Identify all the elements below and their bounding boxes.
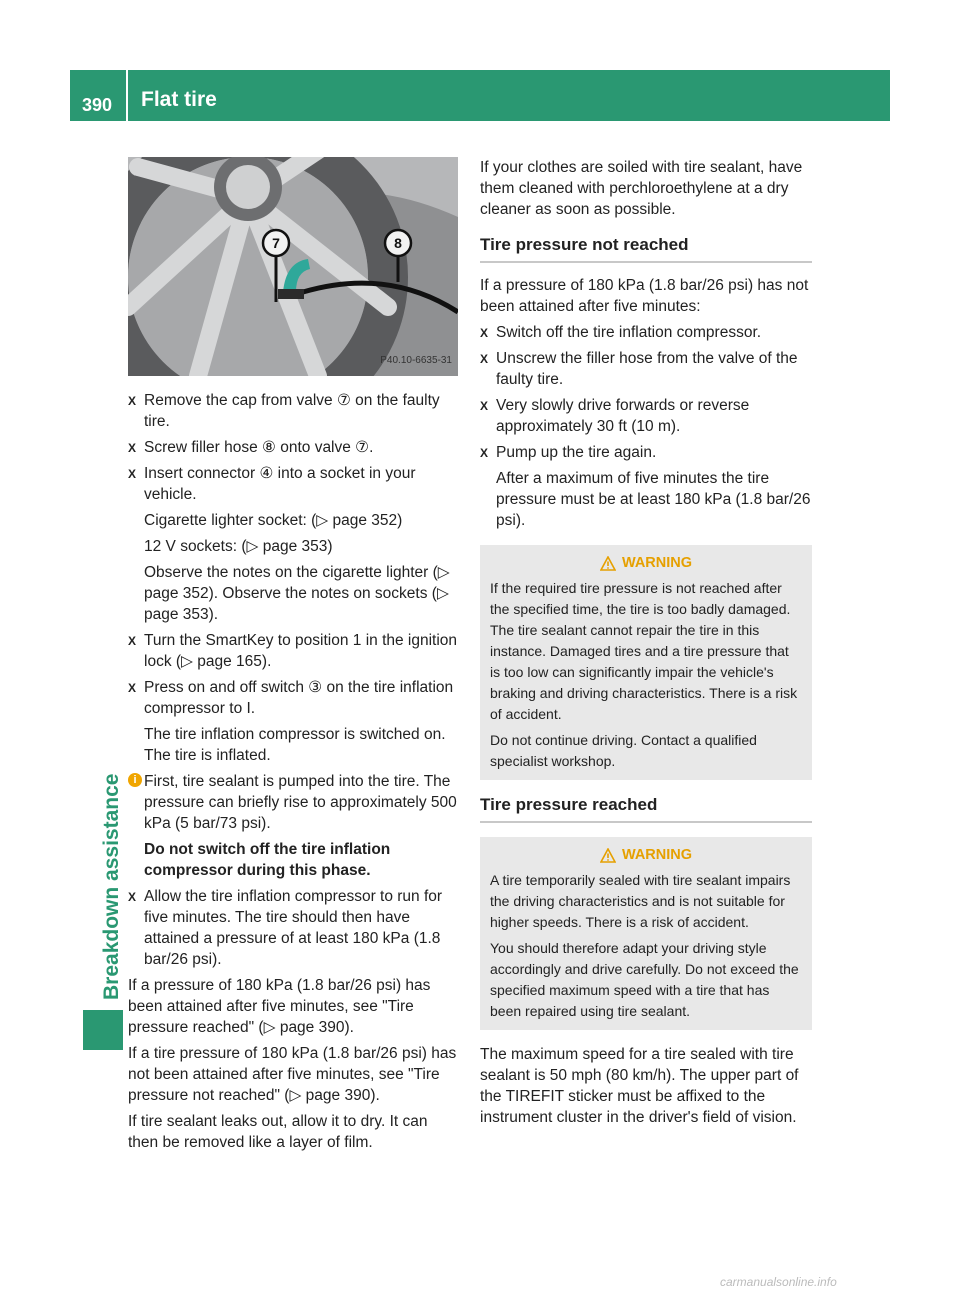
info-note [128, 771, 460, 834]
section-side-label: Breakdown assistance [100, 773, 123, 1000]
step-arrow-icon: X [128, 681, 137, 695]
warning-text: You should therefore adapt your driving style accordingly and drive carefully. Do not exceed the specified maximum speed with a tire that has been repaired using tire sealant. [490, 940, 799, 1019]
step-item [128, 886, 460, 970]
body-paragraph: If a pressure of 180 kPa (1.8 bar/26 psi) has not been attained after five minutes: [480, 277, 809, 315]
section-heading: Tire pressure not reached [480, 234, 812, 263]
right-column [480, 157, 812, 1133]
header-divider [126, 70, 128, 121]
step-item [480, 348, 812, 390]
step-detail: 12 V sockets: (▷ page 353) [144, 538, 333, 555]
warning-box [480, 837, 812, 1030]
warning-triangle-icon [600, 848, 616, 863]
callout-7-label: 7 [272, 235, 280, 251]
left-column [128, 157, 460, 1158]
step-item [128, 630, 460, 672]
step-item [128, 437, 460, 458]
body-paragraph: If tire sealant leaks out, allow it to dry. It can then be removed like a layer of film. [128, 1113, 428, 1151]
step-arrow-icon: X [128, 467, 137, 481]
wheel-drawing [128, 157, 458, 376]
step-detail: The tire inflation compressor is switched on. The tire is inflated. [144, 726, 446, 764]
step-item [480, 442, 812, 463]
step-item [128, 390, 460, 432]
step-text: Screw filler hose ⑧ onto valve ⑦. [144, 439, 374, 456]
step-arrow-icon: X [128, 634, 137, 648]
step-arrow-icon: X [128, 890, 137, 904]
step-detail: Observe the notes on the cigarette lighter (▷ page 352). Observe the notes on sockets (▷ page 353). [144, 564, 450, 623]
step-arrow-icon: X [480, 326, 489, 340]
step-arrow-icon: X [128, 441, 137, 455]
note-text: First, tire sealant is pumped into the tire. The pressure can briefly rise to approximately 500 kPa (5 bar/73 psi). [144, 773, 457, 832]
step-text: Very slowly drive forwards or reverse approximately 30 ft (10 m). [496, 397, 750, 435]
step-text: Turn the SmartKey to position 1 in the ignition lock (▷ page 165). [144, 632, 458, 670]
step-text: Press on and off switch ③ on the tire inflation compressor to I. [144, 679, 454, 717]
step-text: Allow the tire inflation compressor to run for five minutes. The tire should then have attained a pressure of at least 180 kPa (1.8 bar/26 psi). [144, 888, 443, 968]
warning-box [480, 545, 812, 780]
warning-text: A tire temporarily sealed with tire sealant impairs the driving characteristics and is not suitable for higher speeds. There is a risk of accident. [490, 872, 791, 930]
step-text: Remove the cap from valve ⑦ on the faulty tire. [144, 392, 440, 430]
section-heading: Tire pressure reached [480, 794, 812, 823]
step-text: Unscrew the filler hose from the valve of the faulty tire. [496, 350, 798, 388]
step-arrow-icon: X [480, 446, 489, 460]
page-number: 390 [82, 95, 113, 115]
step-text: Switch off the tire inflation compressor. [496, 324, 762, 341]
warning-text: Do not continue driving. Contact a qualified specialist workshop. [490, 732, 757, 769]
warning-label: WARNING [621, 847, 693, 863]
info-icon: i [128, 773, 142, 787]
page-title: Flat tire [141, 88, 217, 111]
body-paragraph: If a tire pressure of 180 kPa (1.8 bar/26 psi) has not been attained after five minutes, see "Tire pressure not reached" (▷ page 390). [128, 1045, 457, 1104]
wheel-illustration [128, 157, 458, 376]
step-arrow-icon: X [128, 394, 137, 408]
warning-text: If the required tire pressure is not reached after the specified time, the tire is too badly damaged. The tire sealant cannot repair the tire in this instance. Damaged tires and a tire pressure that is too low can significantly impair the vehicle's braking and driving characteristics. There is a risk of accident. [490, 580, 798, 722]
step-item [480, 395, 812, 437]
step-item [480, 322, 812, 343]
step-arrow-icon: X [480, 399, 489, 413]
note-emphasis: Do not switch off the tire inflation compressor during this phase. [144, 841, 391, 879]
step-detail: Cigarette lighter socket: (▷ page 352) [144, 512, 403, 529]
step-text: Pump up the tire again. [496, 444, 657, 461]
warning-label: WARNING [621, 555, 693, 571]
body-paragraph: The maximum speed for a tire sealed with tire sealant is 50 mph (80 km/h). The upper part of the TIREFIT sticker must be affixed to the instrument cluster in the driver's field of vision. [480, 1046, 799, 1126]
step-text: Insert connector ④ into a socket in your vehicle. [144, 465, 416, 503]
watermark-footer: carmanualsonline.info [720, 1275, 837, 1289]
figure-code: P40.10-6635-31 [380, 355, 452, 366]
warning-header [490, 553, 802, 574]
step-item [128, 463, 460, 505]
warning-triangle-icon [600, 556, 616, 571]
step-item [128, 677, 460, 719]
body-paragraph: If your clothes are soiled with tire sealant, have them cleaned with perchloroethylene at a dry cleaner as soon as possible. [480, 159, 803, 218]
warning-header [490, 845, 802, 866]
callout-8-label: 8 [394, 235, 402, 251]
step-detail: After a maximum of five minutes the tire pressure must be at least 180 kPa (1.8 bar/26 psi). [496, 470, 811, 529]
body-paragraph: If a pressure of 180 kPa (1.8 bar/26 psi) has been attained after five minutes, see "Tire pressure reached" (▷ page 390). [128, 977, 431, 1036]
step-arrow-icon: X [480, 352, 489, 366]
side-tab-marker [83, 1010, 123, 1050]
